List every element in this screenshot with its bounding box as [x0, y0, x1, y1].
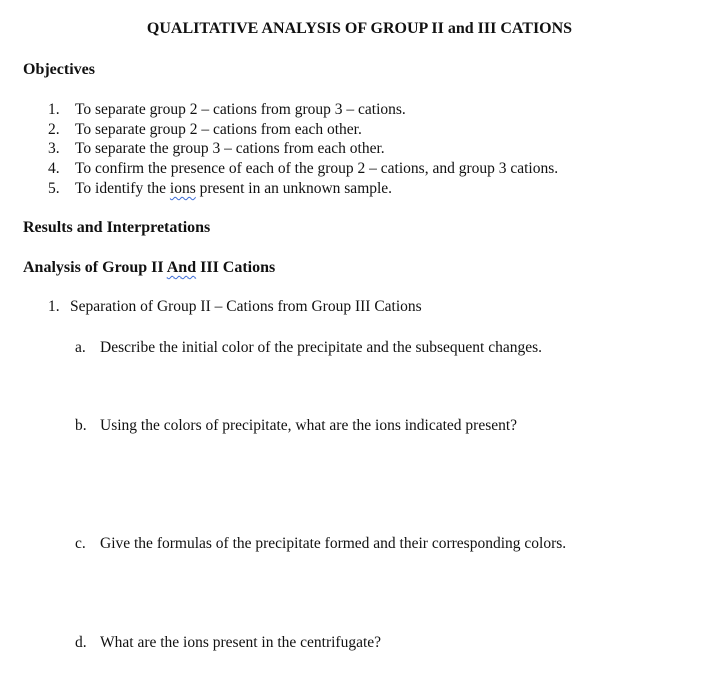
analysis-heading [23, 259, 275, 277]
question-letter: c. [75, 535, 86, 552]
list-item-text: To confirm the presence of each of the group 2 – cations, and group 3 cations. [75, 160, 559, 177]
list-item-number: 4. [48, 160, 60, 177]
list-item-text [75, 180, 392, 198]
spellcheck-flagged-word[interactable]: ions [169, 180, 196, 197]
document-title: QUALITATIVE ANALYSIS OF GROUP II and III CATIONS [146, 20, 573, 37]
list-item-number: 3. [48, 140, 60, 157]
list-item-number: 1. [48, 101, 60, 118]
question-letter: d. [75, 634, 87, 651]
question-letter: a. [75, 339, 86, 356]
list-item-number: 5. [48, 180, 60, 197]
list-item-text: To separate group 2 – cations from each other. [75, 121, 362, 138]
section-number: 1. [48, 298, 60, 315]
question-text: Describe the initial color of the precipitate and the subsequent changes. [100, 339, 543, 356]
list-item-text: To separate the group 3 – cations from each other. [75, 140, 385, 157]
list-item-text-part: present in an unknown sample. [195, 180, 393, 197]
list-item-number: 2. [48, 121, 60, 138]
question-text: Give the formulas of the precipitate formed and their corresponding colors. [100, 535, 567, 552]
spellcheck-flagged-word[interactable]: And [166, 259, 197, 276]
objectives-heading: Objectives [23, 61, 95, 78]
question-text: What are the ions present in the centrifugate? [100, 634, 382, 651]
results-heading: Results and Interpretations [23, 219, 211, 236]
analysis-heading-part: Analysis of Group II [23, 259, 167, 276]
question-letter: b. [75, 417, 87, 434]
list-item-text: To separate group 2 – cations from group 3 – cations. [75, 101, 406, 118]
analysis-heading-part: III Cations [196, 259, 276, 276]
section-title: Separation of Group II – Cations from Group III Cations [70, 298, 422, 315]
list-item-text-part: To identify the [75, 180, 170, 197]
question-text: Using the colors of precipitate, what are the ions indicated present? [100, 417, 518, 434]
